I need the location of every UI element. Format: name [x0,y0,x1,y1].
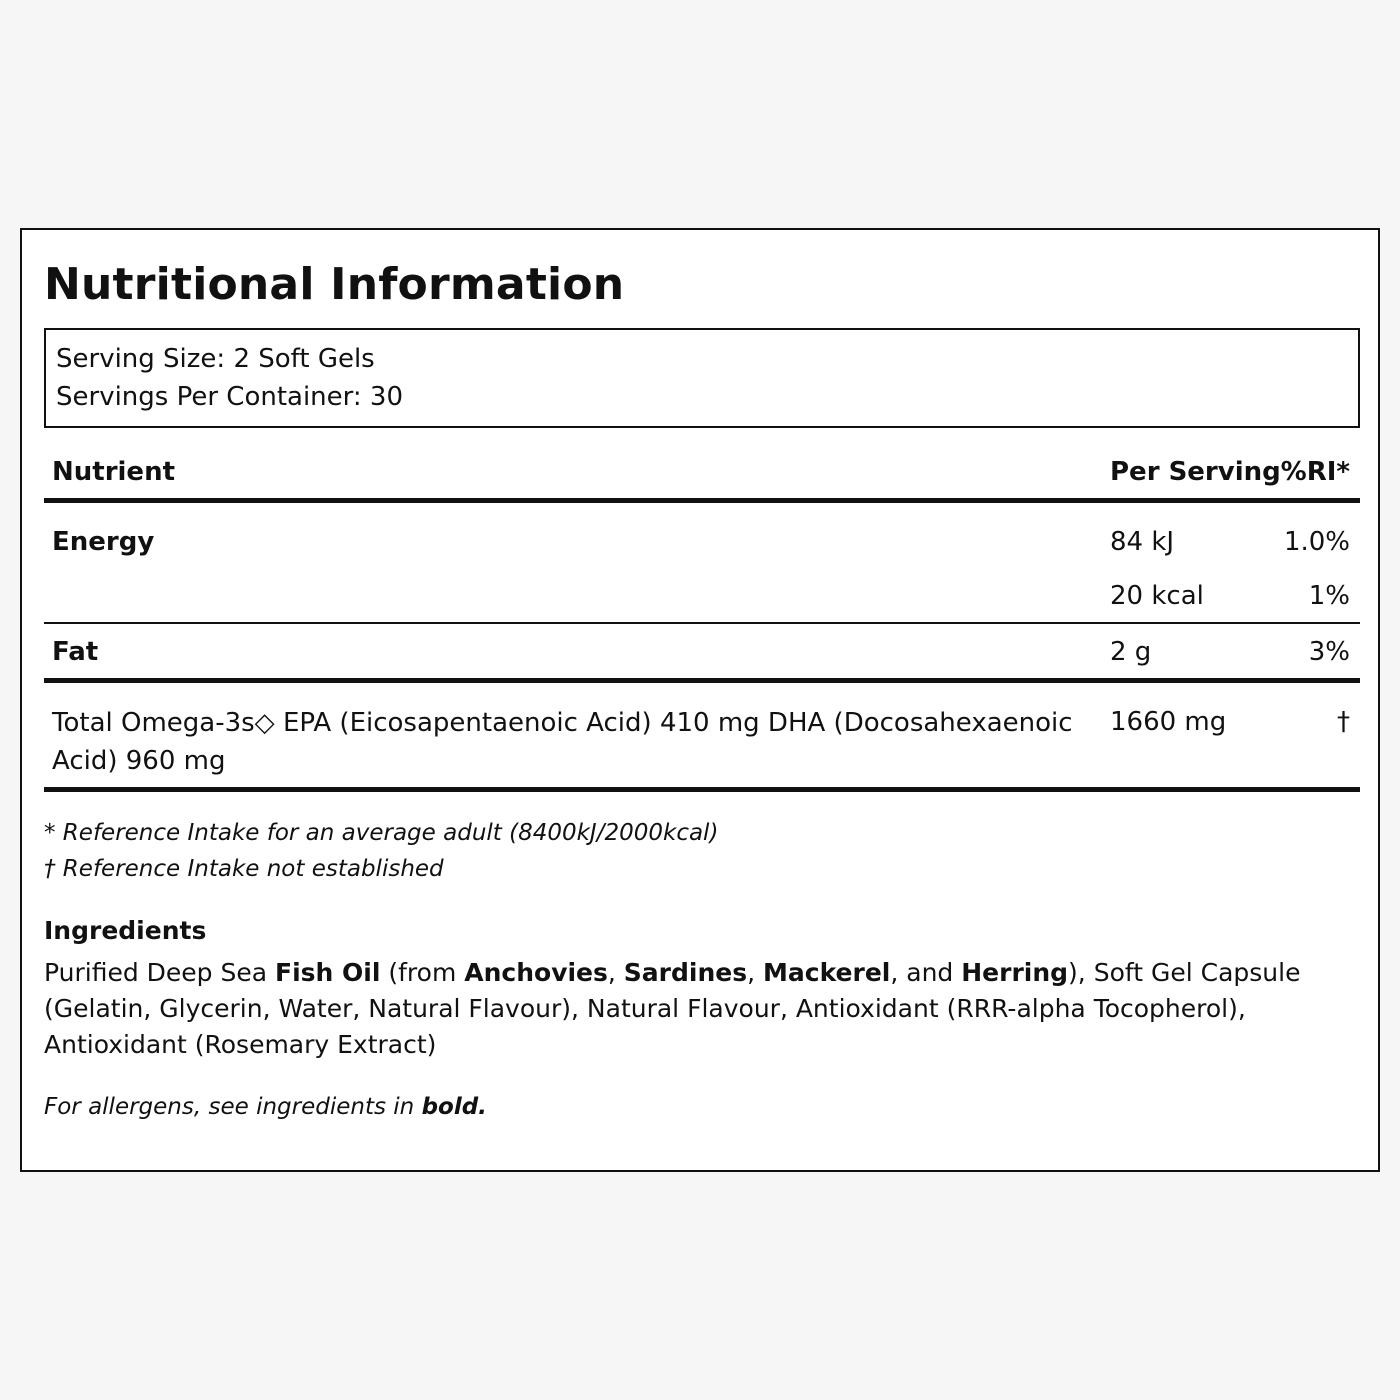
omega-value: 1660 mg [1110,707,1227,737]
fat-label: Fat [52,637,99,667]
ingredient-text: , [747,958,764,987]
nutrition-label-panel [20,228,1380,1172]
ingredient-text: , and [890,958,962,987]
energy-kj-value: 84 kJ [1110,527,1175,557]
ingredient-text: , [607,958,624,987]
allergen-anchovies: Anchovies [464,958,608,987]
fat-divider [44,678,1360,683]
table-bottom-divider [44,787,1360,792]
ingredient-text: ), Soft Gel Capsule (Gelatin, Glycerin, Water, Natural Flavour), Natural Flavour, Antioxidant (RRR-alpha Tocopherol), Antioxidant (Rosemary Extract) [44,958,1301,1059]
energy-label: Energy [52,527,155,557]
energy-kj-ri: 1.0% [1283,527,1350,557]
header-ri: %RI* [1280,457,1350,487]
ingredients-text [44,955,1350,1063]
servings-per-container: Servings Per Container: 30 [56,382,404,412]
omega-ri: † [1337,707,1350,737]
allergen-note-text: For allergens, see ingredients in [44,1094,422,1120]
header-per-serving: Per Serving [1110,457,1281,487]
omega-label: Total Omega-3s◇ EPA (Eicosapentaenoic Acid) 410 mg DHA (Docosahexaenoic Acid) 960 mg [52,708,1073,776]
serving-size: Serving Size: 2 Soft Gels [56,344,375,374]
fat-ri: 3% [1308,637,1350,667]
footnote-ri: * Reference Intake for an average adult (8400kJ/2000kcal) [44,820,719,846]
allergen-sardines: Sardines [623,958,748,987]
allergen-mackerel: Mackerel [763,958,891,987]
energy-divider [44,622,1360,624]
ingredient-text: (from [380,958,465,987]
ingredient-text: Purified Deep Sea [44,958,275,987]
fat-value: 2 g [1110,637,1152,667]
header-divider [44,498,1360,503]
allergen-herring: Herring [961,958,1069,987]
footnote-not-established: † Reference Intake not established [44,856,444,882]
energy-kcal-ri: 1% [1308,581,1350,611]
allergen-note-bold: bold. [421,1094,487,1120]
energy-kcal-value: 20 kcal [1110,581,1204,611]
allergen-note [44,1090,487,1124]
ingredients-heading: Ingredients [44,916,207,945]
label-title: Nutritional Information [44,259,625,310]
serving-info-box [44,328,1360,428]
header-nutrient: Nutrient [52,457,176,487]
allergen-fish-oil: Fish Oil [275,958,381,987]
